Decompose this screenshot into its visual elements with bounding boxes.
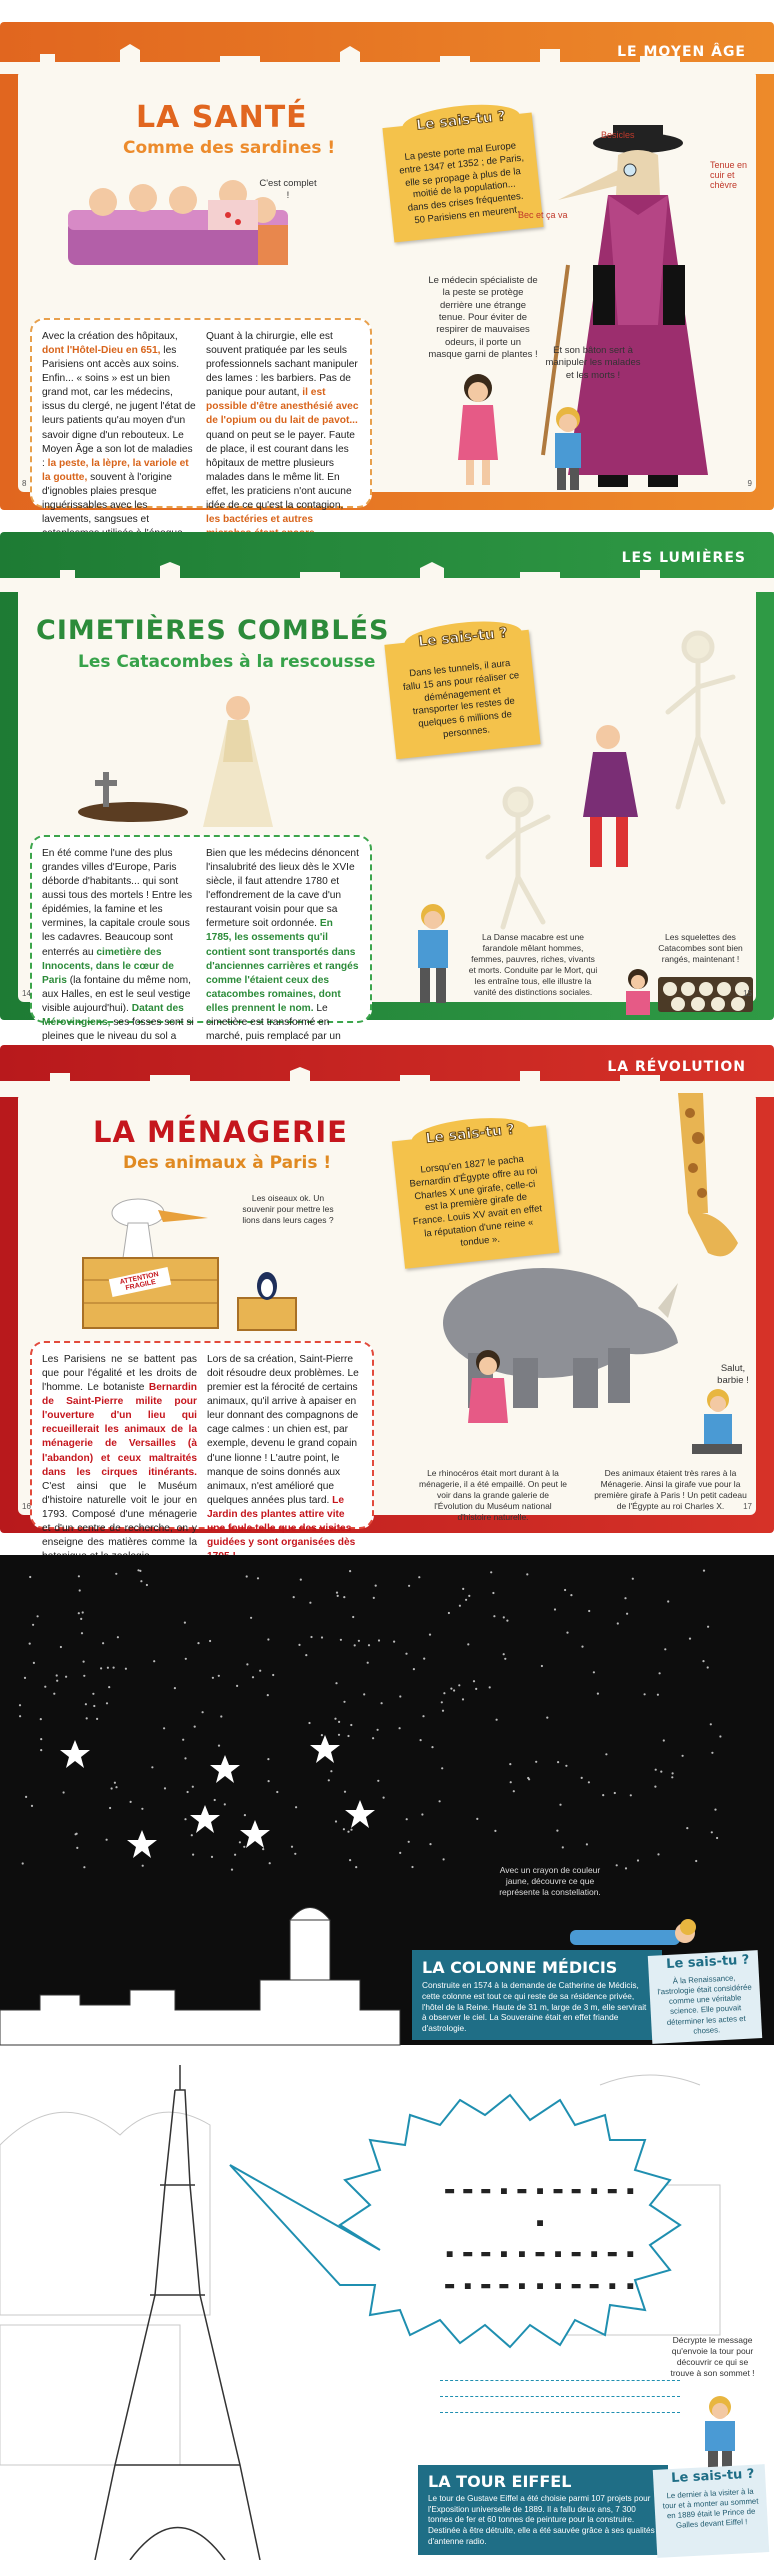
bubble-baton: Et son bâton sert à manipuler les malades et les morts ! (545, 345, 641, 381)
sais-tu-note (382, 108, 543, 242)
sais-tu-note (648, 1950, 762, 2044)
colonne-info-box (412, 1950, 662, 2040)
body-text: Bien que les médecins dénoncent l'insalubrité des lieux dès le XVIe siècle, il faut attendre 1780 et l'effondrement de la cave d'un restaurant voisin pour que sa fermeture soit ordonnée. (206, 848, 359, 930)
boy-illustration (398, 902, 468, 1012)
girl-illustration (448, 370, 508, 490)
sais-tu-title: Le sais-tu ? (401, 100, 521, 143)
page-tour-eiffel (0, 2065, 774, 2560)
sais-tu-title: Le sais-tu ? (670, 2466, 755, 2487)
page-number-left: 14 (22, 989, 31, 998)
page-title: LA MÉNAGERIE (93, 1115, 348, 1149)
morse-line: ▬ ▪ ▬ ▬ ▪ ▪ ▪ ▬ ▬ ▪ ▪ (445, 2275, 635, 2294)
bubble-danse: La Danse macabre est une farandole mêlant hommes, femmes, pauvres, riches, vivants et morts. Conduite par le Mort, qui les entraîne tous, elle illustre la vanité des distinctions sociales. (468, 932, 598, 998)
text-box (30, 318, 372, 526)
section-tag: LA RÉVOLUTION (607, 1059, 746, 1075)
sais-tu-text: Le dernier à la visiter à la tour et à monter au sommet en 1889 était le Prince de Galles devant Eiffel ! (662, 2486, 759, 2531)
body-text: quand on peut se le payer. Faute de place, il est courant dans les hôpitaux de mettre plusieurs malades dans le même lit. En effet, les praticiens n'ont aucune idée de ce qu'est la contagion, (206, 429, 355, 511)
page-number-left: 8 (22, 479, 27, 488)
bubble-medecin: Le médecin spécialiste de la peste se protège derrière une étrange tenue. Pour éviter de respirer de mauvaises odeurs, il porte un masque garni de plantes ! (428, 275, 538, 361)
section-tag: LE MOYEN ÂGE (617, 44, 746, 60)
crate-label: ATTENTION FRAGILE (109, 1267, 171, 1297)
morse-line: ▪ ▬ ▬ ▪ ▪ ▬ ▪ ▬ ▪ ▬ ▪ (445, 2244, 635, 2262)
text-box (30, 1341, 374, 1549)
label-bec: Bec et ça va (518, 210, 568, 220)
highlighted-text: Datant des Mérovingiens, (42, 1002, 184, 1028)
page-number-left: 16 (22, 1502, 31, 1511)
woman-illustration (198, 692, 278, 832)
page-subtitle: Des animaux à Paris ! (123, 1153, 332, 1173)
tour-text: Le tour de Gustave Eiffel a été choisie parmi 107 projets pour l'Exposition universelle de 1889. Il a fallu deux ans, 7 300 tonnes de fer et 60 tonnes de peinture pour la construire. Destinée à être détruite, elle a été sauvée grâce à ses qualités d'antenne radio. (428, 2494, 655, 2546)
bubble-girafe: Des animaux étaient très rares à la Ménagerie. Ainsi la girafe vue pour la première girafe à Paris ! Un petit cadeau de l'Égypte au roi Charles X. (594, 1468, 747, 1512)
body-text: les Parisiens ont accès aux soins. Enfin... « soins » est un bien grand mot, car les médecins, issus du clergé, ne jugent l'état de leurs patients qu'au moyen d'un savoir digne d'un rebouteux. Le Moyen Âge a son lot de maladies : (42, 345, 196, 469)
grave-illustration (73, 762, 193, 822)
page-title: LA SANTÉ (136, 100, 308, 135)
sais-tu-title: Le sais-tu ? (410, 1113, 530, 1156)
body-text: Les Parisiens ne se battent pas que pour l'égalité et les droits de l'homme. Le botaniste (42, 1354, 197, 1394)
page-content (18, 587, 756, 1043)
boy-illustration (543, 405, 593, 495)
highlighted-text: les bactéries et autres (206, 514, 314, 526)
morse-line: ▬ ▬ ▬ ▪ ▬ ▪ ▬ ▬ ▪ ▬ ▪ ▪ (445, 2181, 635, 2231)
danse-macabre-illustration (448, 617, 748, 947)
bubble-salut: Salut, barbie ! (717, 1363, 749, 1387)
body-text: Avec la création des hôpitaux, (42, 331, 178, 342)
girl-illustration (458, 1348, 518, 1438)
text-col-2 (207, 1353, 362, 1549)
text-col-2 (206, 330, 360, 526)
highlighted-text: cimetière des Innocents, dans le cœur de Paris (42, 946, 174, 986)
highlighted-text: la peste, la lèpre, la variole et la goutte, (42, 457, 189, 483)
page-number-right: 17 (743, 1502, 752, 1511)
page-number-right: 9 (747, 479, 752, 488)
boy-illustration (688, 1388, 748, 1463)
girl-illustration (618, 967, 658, 1017)
highlighted-text: dont l'Hôtel-Dieu en 651, (42, 345, 161, 357)
constellation-instruction: Avec un crayon de couleur jaune, découvre ce que représente la constellation. (499, 1865, 601, 1898)
boy-illustration (690, 2395, 750, 2475)
body-text: Quant à la chirurgie, elle est souvent pratiquée par les seuls professionnels sachant manipuler des lames : les barbiers. Pas de panique pour autant, (206, 331, 358, 399)
text-col-2 (206, 847, 360, 1043)
bubble-rhino: Le rhinocéros était mort durant à la ménagerie, il a été empaillé. On peut le voir dans la grande galerie de l'Évolution du Muséum national d'histoire naturelle. (419, 1468, 567, 1523)
sais-tu-text: À la Renaissance, l'astrologie était considérée comme une véritable science. Elle pouvait déterminer les actes et choses. (657, 1973, 752, 2036)
page-content (18, 70, 756, 526)
page-content (18, 1093, 756, 1549)
body-text: En été comme l'une des plus grandes villes d'Europe, Paris déborde d'habitants... qui sont aussi tous des mortels ! Entre les épidémies, la famine et les vermines, la capitale croule sous les cadavres. Beaucoup sont enterrés au (42, 848, 193, 958)
text-col-1 (42, 330, 196, 526)
sais-tu-text: Lorsqu'en 1827 le pacha Bernardin d'Égypte offre au roi Charles X une girafe, celle-ci est la première girafe de France. Louis XV avait en effet la réputation d'une reine « tondue ». (409, 1153, 543, 1249)
body-text: Lors de sa création, Saint-Pierre doit résoudre deux problèmes. Le premier est la férocité de certains animaux, qu'il arrive à apaiser en leur donnant des compagnons de cage calmes : un chien est, par exemple, devenu le grand copain d'une lionne ! L'autre point, le manque de soins donnés aux animaux, n'est amélioré que quelques années plus tard. (207, 1354, 359, 1506)
bubble-complet: C'est complet ! (259, 178, 317, 202)
sais-tu-note (653, 2464, 769, 2558)
page-revolution (0, 1045, 774, 1549)
penguin-crate-illustration (233, 1268, 298, 1333)
bubble-squelettes: Les squelettes des Catacombes sont bien rangés, maintenant ! (658, 932, 743, 965)
page-subtitle: Les Catacombes à la rescousse (78, 652, 376, 672)
sais-tu-text: Dans les tunnels, il aura fallu 15 ans pour réaliser ce déménagement et transporter les restes de quelques 6 millions de personnes. (402, 657, 520, 741)
lying-boy-illustration (560, 1915, 700, 1955)
text-col-1 (42, 1353, 197, 1549)
text-box (30, 835, 372, 1043)
sais-tu-title: Le sais-tu ? (665, 1952, 750, 1972)
bubble-decode: Décrypte le message qu'envoie la tour pour découvrir ce qui se trouve à son sommet ! (670, 2335, 755, 2379)
bubble-oiseaux: Les oiseaux ok. Un souvenir pour mettre les lions dans leurs cages ? (242, 1193, 334, 1226)
body-text: souvent à l'origine d'ignobles plaies presque inguérissables avec les lavements, sangsues et (42, 471, 172, 526)
morse-answer-lines (440, 2365, 680, 2413)
tour-title: LA TOUR EIFFEL (428, 2472, 572, 2491)
highlighted-text: Bernardin de Saint-Pierre milite pour l'ouverture d'un lieu qui recueillerait les animaux de la ménagerie de Versailles (à l'abandon) et ceux maltraités dans les cirques itinérants. (42, 1382, 197, 1478)
page-subtitle: Comme des sardines ! (123, 138, 336, 158)
body-text: C'est ainsi que le Muséum d'histoire naturelle voit le jour en 1793. Composé d'une ménagerie et d'un centre de recherche, on y enseigne des matières comme la (42, 1480, 197, 1549)
sais-tu-text: La peste porte mal Europe entre 1347 et 1352 ; de Paris, elle se propage à plus de la moitié de la population... dans des crises fréquentes. 50 Parisiens en meurent. (398, 140, 525, 227)
text-col-1 (42, 847, 196, 1043)
highlighted-text: Le Jardin des plantes attire vite une foule telle que des visites guidées y sont organisées dès (207, 1494, 356, 1549)
pelican-crate-illustration (78, 1188, 228, 1333)
body-text: Le cimetière est transformé en marché, puis remplacé par un (206, 1002, 341, 1043)
page-lumieres (0, 532, 774, 1043)
sais-tu-title: Le sais-tu ? (403, 617, 523, 660)
label-tenue: Tenue en cuir et chèvre (710, 160, 748, 190)
highlighted-text: il est possible d'être anesthésié avec de l'opium ou du lait de pavot... (206, 387, 359, 427)
body-text: ses fosses sont si pleines que le niveau du sol a (42, 1016, 194, 1043)
page-colonne-medicis (0, 1555, 774, 2045)
morse-message (440, 2175, 640, 2301)
page-moyen-age (0, 22, 774, 526)
body-text: (la fontaine du même nom, aux Halles, en est le seul vestige visible aujourd'hui). (42, 974, 191, 1014)
label-besicles: Besicles (601, 130, 635, 140)
page-number-right: 15 (743, 989, 752, 998)
tour-info-box (418, 2465, 668, 2555)
skulls-illustration (658, 977, 753, 1012)
highlighted-text: En 1785, les ossements qu'il contient sont transportés dans d'anciennes carrières et rangés comme l'étaient ceux des catacombes romaines, dont elles prennent le nom. (206, 918, 359, 1014)
section-tag: LES LUMIÈRES (621, 550, 746, 566)
colonne-title: LA COLONNE MÉDICIS (422, 1958, 618, 1977)
colonne-text: Construite en 1574 à la demande de Catherine de Médicis, cette colonne est tout ce qui reste de sa résidence privée, l'hôtel de la Reine. Haute de 31 m, large de 3 m, elle servirait à observer le ciel. La Souveraine était en effet friande d'astrologie. (422, 1980, 647, 2034)
page-title: CIMETIÈRES COMBLÉS (36, 615, 390, 646)
